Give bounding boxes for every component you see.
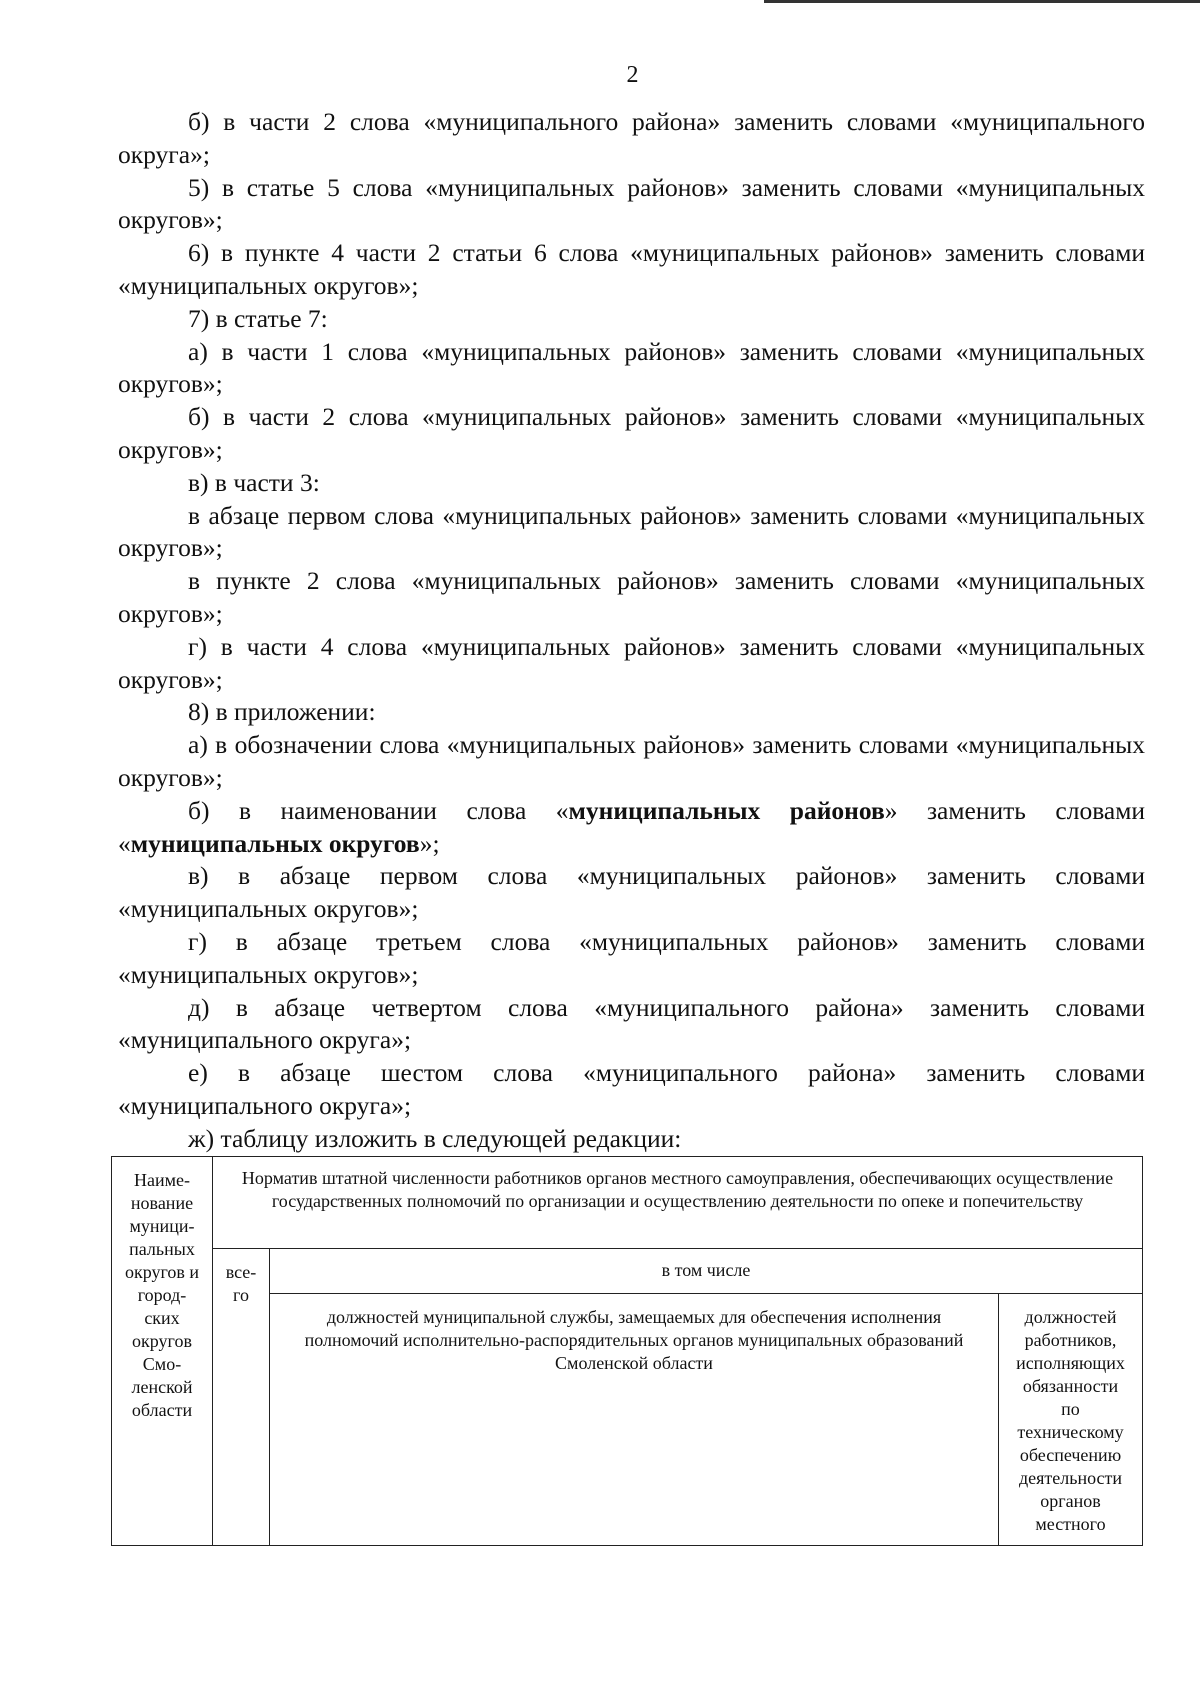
text-fragment: в абзаце первом слова «муниципальных районов» заменить словами «муниципальных округов»;: [118, 500, 1145, 563]
text-fragment: б) в наименовании слова «: [188, 795, 569, 825]
paragraph: [118, 1123, 1145, 1156]
paragraph: [118, 467, 1145, 500]
table-header-municipal-service-text: должностей муниципальной службы, замещаемых для обеспечения исполнения полномочий исполнительно-распорядительных органов муниципальных образований Смоленской области: [304, 1307, 964, 1373]
text-fragment: » заменить словами «: [118, 795, 1146, 858]
text-fragment: е) в абзаце шестом слова «муниципального района» заменить словами «муниципального округа»;: [118, 1058, 1145, 1120]
paragraph: [118, 926, 1145, 992]
paragraph: [118, 565, 1145, 631]
bold-text-fragment: муниципальных округов: [130, 828, 420, 858]
paragraph: [118, 696, 1145, 729]
table-header-municipality-name: [112, 1157, 213, 1546]
document-body: [118, 106, 1145, 1156]
paragraph: [118, 401, 1145, 467]
text-fragment: а) в части 1 слова «муниципальных районов» заменить словами «муниципальных округов»;: [118, 336, 1145, 399]
paragraph: [118, 336, 1145, 402]
paragraph: [118, 631, 1145, 697]
text-fragment: а) в обозначении слова «муниципальных районов» заменить словами «муниципальных округов»;: [118, 730, 1145, 792]
page-number: 2: [626, 62, 639, 88]
table-header-staff-norm-text: Норматив штатной численности работников органов местного самоуправления, обеспечивающих осуществление государственных полномочий по организации и осуществлению деятельности по опеке и попечительству: [241, 1168, 1114, 1211]
text-fragment: г) в абзаце третьем слова «муниципальных районов» заменить словами «муниципальных округов»;: [118, 926, 1145, 989]
table-header-total: [213, 1249, 270, 1546]
paragraph: [118, 992, 1145, 1058]
text-fragment: »;: [419, 828, 440, 858]
text-fragment: в) в абзаце первом слова «муниципальных районов» заменить словами «муниципальных округов»;: [118, 861, 1145, 924]
text-fragment: 7) в статье 7:: [188, 303, 328, 333]
table-header-including: [270, 1249, 1143, 1294]
table-header-technical-staff-text: должностей работников, исполняющих обязанности по техническому обеспечению деятельности органов местного: [1016, 1307, 1125, 1534]
paragraph: [118, 500, 1145, 566]
top-rule: [764, 0, 1200, 3]
paragraph: [118, 237, 1145, 303]
norms-table: [111, 1156, 1143, 1546]
text-fragment: ж) таблицу изложить в следующей редакции:: [188, 1123, 682, 1153]
table-header-technical-staff: [999, 1294, 1143, 1546]
text-fragment: д) в абзаце четвертом слова «муниципального района» заменить словами «муниципального округа»;: [118, 992, 1145, 1055]
paragraph: [118, 172, 1145, 238]
table-header-municipal-service: [270, 1294, 999, 1546]
text-fragment: в) в части 3:: [188, 467, 320, 497]
table-header-staff-norm: [213, 1157, 1143, 1249]
text-fragment: 5) в статье 5 слова «муниципальных районов» заменить словами «муниципальных округов»;: [118, 172, 1145, 235]
paragraph: [118, 795, 1145, 861]
table-header-total-text: все- го: [225, 1262, 257, 1305]
paragraph: [118, 106, 1145, 172]
paragraph: [118, 303, 1145, 336]
text-fragment: 6) в пункте 4 части 2 статьи 6 слова «муниципальных районов» заменить словами «муниципальных округов»;: [118, 238, 1145, 300]
bold-text-fragment: муниципальных районов: [568, 795, 885, 825]
text-fragment: в пункте 2 слова «муниципальных районов» заменить словами «муниципальных округов»;: [118, 566, 1145, 628]
text-fragment: б) в части 2 слова «муниципальных районов» заменить словами «муниципальных округов»;: [118, 402, 1145, 464]
paragraph: [118, 1057, 1145, 1123]
text-fragment: б) в части 2 слова «муниципального района» заменить словами «муниципального округа»;: [118, 107, 1145, 169]
table-header-municipality-name-text: Наиме- нование муници- пальных округов и город- ских округов Смо- ленской области: [124, 1170, 200, 1420]
paragraph: [118, 860, 1145, 926]
table-header-including-text: в том числе: [661, 1260, 751, 1280]
paragraph: [118, 729, 1145, 795]
text-fragment: г) в части 4 слова «муниципальных районов» заменить словами «муниципальных округов»;: [118, 631, 1145, 694]
text-fragment: 8) в приложении:: [188, 697, 376, 727]
